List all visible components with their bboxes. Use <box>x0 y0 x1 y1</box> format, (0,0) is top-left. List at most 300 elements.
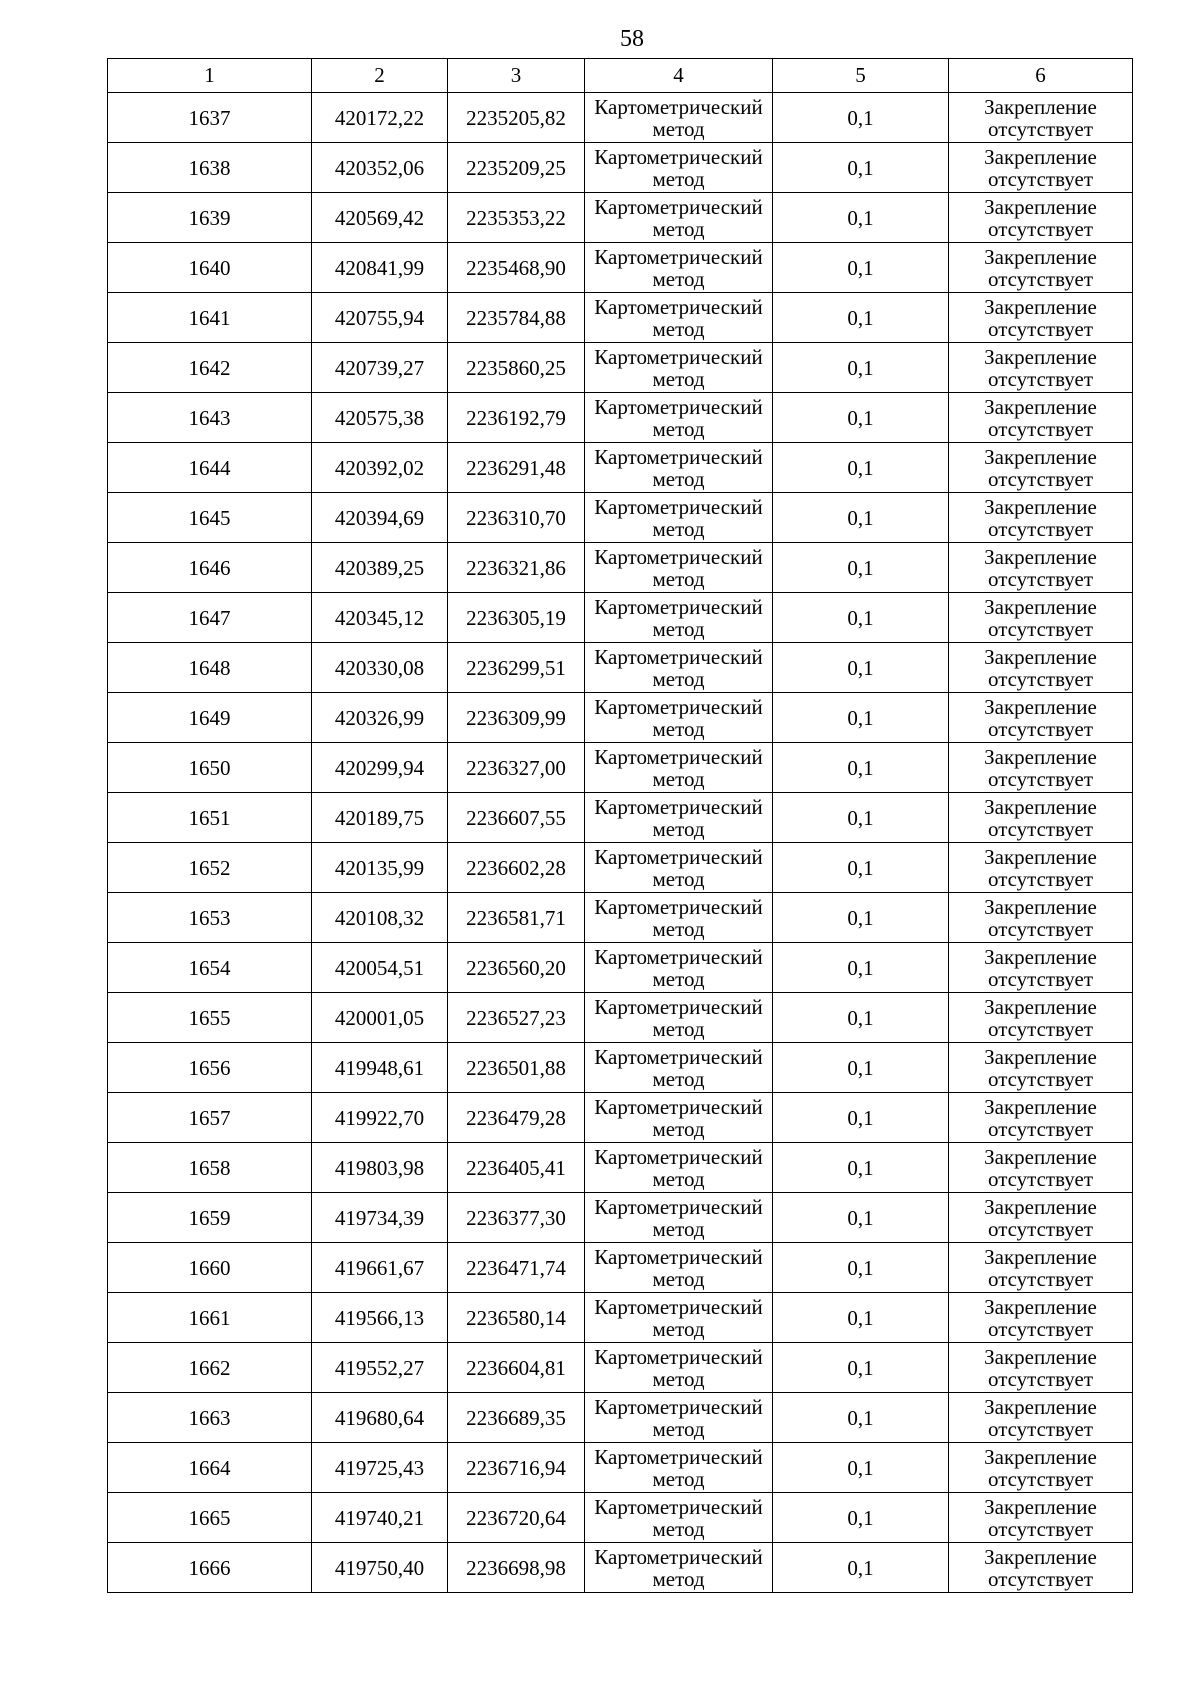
point-number-cell: 1642 <box>108 343 312 393</box>
accuracy-cell: 0,1 <box>773 593 949 643</box>
method-line-2: метод <box>652 466 705 491</box>
method-cell <box>585 793 773 843</box>
method-line-2: метод <box>652 716 705 741</box>
accuracy-cell: 0,1 <box>773 193 949 243</box>
accuracy-cell: 0,1 <box>773 993 949 1043</box>
fixation-line-1: Закрепление <box>984 1394 1097 1419</box>
y-coordinate-cell: 2236479,28 <box>448 1093 585 1143</box>
table-row <box>108 193 1133 243</box>
method-cell <box>585 593 773 643</box>
accuracy-cell: 0,1 <box>773 1543 949 1593</box>
fixation-cell <box>949 1343 1133 1393</box>
table-row <box>108 1293 1133 1343</box>
fixation-line-2: отсутствует <box>987 466 1094 491</box>
fixation-cell <box>949 1193 1133 1243</box>
fixation-line-2: отсутствует <box>987 1066 1094 1091</box>
x-coordinate-cell: 420352,06 <box>312 143 448 193</box>
fixation-line-2: отсутствует <box>987 716 1094 741</box>
y-coordinate-cell: 2236716,94 <box>448 1443 585 1493</box>
point-number-cell: 1662 <box>108 1343 312 1393</box>
table-row <box>108 993 1133 1043</box>
method-line-1: Картометрический <box>594 1094 763 1119</box>
point-number-cell: 1652 <box>108 843 312 893</box>
fixation-line-2: отсутствует <box>987 516 1094 541</box>
method-line-2: метод <box>652 1566 705 1591</box>
fixation-line-1: Закрепление <box>984 744 1097 769</box>
accuracy-cell: 0,1 <box>773 1393 949 1443</box>
fixation-line-1: Закрепление <box>984 344 1097 369</box>
method-line-2: метод <box>652 1266 705 1291</box>
method-line-1: Картометрический <box>594 894 763 919</box>
fixation-line-2: отсутствует <box>987 1316 1094 1341</box>
point-number-cell: 1640 <box>108 243 312 293</box>
method-line-1: Картометрический <box>594 1494 763 1519</box>
method-cell <box>585 843 773 893</box>
point-number-cell: 1637 <box>108 93 312 143</box>
method-line-2: метод <box>652 316 705 341</box>
method-line-1: Картометрический <box>594 244 763 269</box>
fixation-cell <box>949 793 1133 843</box>
x-coordinate-cell: 419661,67 <box>312 1243 448 1293</box>
point-number-cell: 1649 <box>108 693 312 743</box>
fixation-line-1: Закрепление <box>984 144 1097 169</box>
y-coordinate-cell: 2236309,99 <box>448 693 585 743</box>
fixation-line-1: Закрепление <box>984 444 1097 469</box>
fixation-cell <box>949 193 1133 243</box>
fixation-cell <box>949 143 1133 193</box>
method-cell <box>585 1543 773 1593</box>
table-body <box>108 93 1133 1593</box>
method-line-2: метод <box>652 1166 705 1191</box>
table-row <box>108 793 1133 843</box>
point-number-cell: 1659 <box>108 1193 312 1243</box>
fixation-cell <box>949 943 1133 993</box>
fixation-line-1: Закрепление <box>984 1344 1097 1369</box>
fixation-line-2: отсутствует <box>987 1116 1094 1141</box>
y-coordinate-cell: 2236607,55 <box>448 793 585 843</box>
fixation-line-2: отсутствует <box>987 666 1094 691</box>
method-cell <box>585 1443 773 1493</box>
accuracy-cell: 0,1 <box>773 293 949 343</box>
method-line-1: Картометрический <box>594 1194 763 1219</box>
table-row <box>108 393 1133 443</box>
method-cell <box>585 1343 773 1393</box>
table-row <box>108 1043 1133 1093</box>
y-coordinate-cell: 2236560,20 <box>448 943 585 993</box>
table-row <box>108 943 1133 993</box>
x-coordinate-cell: 420001,05 <box>312 993 448 1043</box>
fixation-line-2: отсутствует <box>987 1216 1094 1241</box>
point-number-cell: 1641 <box>108 293 312 343</box>
y-coordinate-cell: 2236405,41 <box>448 1143 585 1193</box>
table-row <box>108 893 1133 943</box>
point-number-cell: 1643 <box>108 393 312 443</box>
accuracy-cell: 0,1 <box>773 1493 949 1543</box>
fixation-line-2: отсутствует <box>987 366 1094 391</box>
y-coordinate-cell: 2235205,82 <box>448 93 585 143</box>
fixation-line-1: Закрепление <box>984 94 1097 119</box>
accuracy-cell: 0,1 <box>773 1043 949 1093</box>
method-cell <box>585 143 773 193</box>
x-coordinate-cell: 419552,27 <box>312 1343 448 1393</box>
fixation-line-1: Закрепление <box>984 894 1097 919</box>
point-number-cell: 1663 <box>108 1393 312 1443</box>
fixation-line-2: отсутствует <box>987 416 1094 441</box>
fixation-line-1: Закрепление <box>984 994 1097 1019</box>
x-coordinate-cell: 419734,39 <box>312 1193 448 1243</box>
method-cell <box>585 1193 773 1243</box>
method-line-2: метод <box>652 1216 705 1241</box>
fixation-cell <box>949 393 1133 443</box>
x-coordinate-cell: 420326,99 <box>312 693 448 743</box>
method-line-2: метод <box>652 1416 705 1441</box>
y-coordinate-cell: 2235860,25 <box>448 343 585 393</box>
accuracy-cell: 0,1 <box>773 543 949 593</box>
table-row <box>108 743 1133 793</box>
fixation-line-1: Закрепление <box>984 1544 1097 1569</box>
accuracy-cell: 0,1 <box>773 1343 949 1393</box>
fixation-cell <box>949 1443 1133 1493</box>
y-coordinate-cell: 2236471,74 <box>448 1243 585 1293</box>
y-coordinate-cell: 2235468,90 <box>448 243 585 293</box>
method-line-2: метод <box>652 1016 705 1041</box>
x-coordinate-cell: 420189,75 <box>312 793 448 843</box>
fixation-cell <box>949 893 1133 943</box>
method-line-2: метод <box>652 166 705 191</box>
method-cell <box>585 543 773 593</box>
x-coordinate-cell: 420392,02 <box>312 443 448 493</box>
fixation-line-2: отсутствует <box>987 166 1094 191</box>
fixation-line-2: отсутствует <box>987 1266 1094 1291</box>
fixation-line-2: отсутствует <box>987 966 1094 991</box>
y-coordinate-cell: 2236604,81 <box>448 1343 585 1393</box>
method-line-2: метод <box>652 566 705 591</box>
fixation-line-1: Закрепление <box>984 644 1097 669</box>
y-coordinate-cell: 2236321,86 <box>448 543 585 593</box>
x-coordinate-cell: 420135,99 <box>312 843 448 893</box>
accuracy-cell: 0,1 <box>773 693 949 743</box>
table-row <box>108 1393 1133 1443</box>
method-line-2: метод <box>652 866 705 891</box>
table-header-row <box>108 59 1133 93</box>
method-line-2: метод <box>652 1466 705 1491</box>
method-line-1: Картометрический <box>594 144 763 169</box>
table-row <box>108 643 1133 693</box>
method-line-1: Картометрический <box>594 1444 763 1469</box>
header-cell: 3 <box>448 59 585 93</box>
accuracy-cell: 0,1 <box>773 493 949 543</box>
method-line-1: Картометрический <box>594 1044 763 1069</box>
method-cell <box>585 1243 773 1293</box>
table-row <box>108 143 1133 193</box>
fixation-line-1: Закрепление <box>984 794 1097 819</box>
method-line-1: Картометрический <box>594 1344 763 1369</box>
method-line-2: метод <box>652 116 705 141</box>
accuracy-cell: 0,1 <box>773 1093 949 1143</box>
method-line-2: метод <box>652 766 705 791</box>
y-coordinate-cell: 2236720,64 <box>448 1493 585 1543</box>
point-number-cell: 1638 <box>108 143 312 193</box>
fixation-cell <box>949 1543 1133 1593</box>
fixation-line-2: отсутствует <box>987 816 1094 841</box>
table-row <box>108 293 1133 343</box>
accuracy-cell: 0,1 <box>773 843 949 893</box>
fixation-line-2: отсутствует <box>987 616 1094 641</box>
table-row <box>108 593 1133 643</box>
method-cell <box>585 1293 773 1343</box>
fixation-line-2: отсутствует <box>987 566 1094 591</box>
x-coordinate-cell: 420299,94 <box>312 743 448 793</box>
table-row <box>108 1243 1133 1293</box>
fixation-cell <box>949 243 1133 293</box>
method-line-2: метод <box>652 1366 705 1391</box>
accuracy-cell: 0,1 <box>773 793 949 843</box>
y-coordinate-cell: 2236310,70 <box>448 493 585 543</box>
method-line-1: Картометрический <box>594 1294 763 1319</box>
method-line-1: Картометрический <box>594 394 763 419</box>
method-line-2: метод <box>652 1316 705 1341</box>
fixation-cell <box>949 643 1133 693</box>
y-coordinate-cell: 2236305,19 <box>448 593 585 643</box>
method-line-2: метод <box>652 916 705 941</box>
method-line-1: Картометрический <box>594 94 763 119</box>
method-cell <box>585 1493 773 1543</box>
x-coordinate-cell: 419566,13 <box>312 1293 448 1343</box>
method-line-1: Картометрический <box>594 294 763 319</box>
fixation-cell <box>949 1143 1133 1193</box>
point-number-cell: 1653 <box>108 893 312 943</box>
point-number-cell: 1655 <box>108 993 312 1043</box>
method-cell <box>585 693 773 743</box>
accuracy-cell: 0,1 <box>773 1293 949 1343</box>
x-coordinate-cell: 420394,69 <box>312 493 448 543</box>
x-coordinate-cell: 419740,21 <box>312 1493 448 1543</box>
fixation-line-1: Закрепление <box>984 594 1097 619</box>
y-coordinate-cell: 2236689,35 <box>448 1393 585 1443</box>
fixation-line-1: Закрепление <box>984 1294 1097 1319</box>
method-line-2: метод <box>652 666 705 691</box>
method-line-2: метод <box>652 966 705 991</box>
method-cell <box>585 643 773 693</box>
y-coordinate-cell: 2236698,98 <box>448 1543 585 1593</box>
fixation-cell <box>949 693 1133 743</box>
fixation-line-1: Закрепление <box>984 844 1097 869</box>
x-coordinate-cell: 420569,42 <box>312 193 448 243</box>
accuracy-cell: 0,1 <box>773 243 949 293</box>
x-coordinate-cell: 419725,43 <box>312 1443 448 1493</box>
fixation-cell <box>949 1093 1133 1143</box>
point-number-cell: 1657 <box>108 1093 312 1143</box>
fixation-cell <box>949 1043 1133 1093</box>
method-line-1: Картометрический <box>594 994 763 1019</box>
fixation-line-2: отсутствует <box>987 1016 1094 1041</box>
accuracy-cell: 0,1 <box>773 1193 949 1243</box>
table-row <box>108 1193 1133 1243</box>
header-cell: 4 <box>585 59 773 93</box>
table-row <box>108 93 1133 143</box>
table-row <box>108 1493 1133 1543</box>
fixation-cell <box>949 343 1133 393</box>
table-row <box>108 343 1133 393</box>
x-coordinate-cell: 420841,99 <box>312 243 448 293</box>
method-cell <box>585 993 773 1043</box>
fixation-line-1: Закрепление <box>984 1094 1097 1119</box>
point-number-cell: 1651 <box>108 793 312 843</box>
point-number-cell: 1664 <box>108 1443 312 1493</box>
coordinates-table <box>107 58 1133 1593</box>
method-line-1: Картометрический <box>594 344 763 369</box>
fixation-line-2: отсутствует <box>987 766 1094 791</box>
method-cell <box>585 193 773 243</box>
method-cell <box>585 393 773 443</box>
x-coordinate-cell: 420389,25 <box>312 543 448 593</box>
method-line-2: метод <box>652 516 705 541</box>
header-cell: 6 <box>949 59 1133 93</box>
accuracy-cell: 0,1 <box>773 643 949 693</box>
fixation-line-2: отсутствует <box>987 266 1094 291</box>
y-coordinate-cell: 2236377,30 <box>448 1193 585 1243</box>
header-cell: 2 <box>312 59 448 93</box>
fixation-cell <box>949 493 1133 543</box>
fixation-line-1: Закрепление <box>984 494 1097 519</box>
accuracy-cell: 0,1 <box>773 743 949 793</box>
method-cell <box>585 293 773 343</box>
point-number-cell: 1645 <box>108 493 312 543</box>
table-row <box>108 1443 1133 1493</box>
method-line-2: метод <box>652 1066 705 1091</box>
fixation-line-1: Закрепление <box>984 1444 1097 1469</box>
header-cell: 1 <box>108 59 312 93</box>
table-row <box>108 243 1133 293</box>
fixation-cell <box>949 1493 1133 1543</box>
method-line-1: Картометрический <box>594 744 763 769</box>
x-coordinate-cell: 420330,08 <box>312 643 448 693</box>
point-number-cell: 1647 <box>108 593 312 643</box>
accuracy-cell: 0,1 <box>773 443 949 493</box>
method-line-2: метод <box>652 816 705 841</box>
method-line-2: метод <box>652 616 705 641</box>
accuracy-cell: 0,1 <box>773 343 949 393</box>
x-coordinate-cell: 420108,32 <box>312 893 448 943</box>
x-coordinate-cell: 419750,40 <box>312 1543 448 1593</box>
table-row <box>108 1543 1133 1593</box>
point-number-cell: 1660 <box>108 1243 312 1293</box>
method-line-1: Картометрический <box>594 944 763 969</box>
y-coordinate-cell: 2236327,00 <box>448 743 585 793</box>
x-coordinate-cell: 420345,12 <box>312 593 448 643</box>
method-cell <box>585 1043 773 1093</box>
point-number-cell: 1650 <box>108 743 312 793</box>
fixation-cell <box>949 1293 1133 1343</box>
table-row <box>108 843 1133 893</box>
method-cell <box>585 1143 773 1193</box>
fixation-line-2: отсутствует <box>987 1166 1094 1191</box>
header-cell: 5 <box>773 59 949 93</box>
method-line-1: Картометрический <box>594 644 763 669</box>
fixation-cell <box>949 843 1133 893</box>
fixation-line-2: отсутствует <box>987 116 1094 141</box>
table-row <box>108 1343 1133 1393</box>
method-line-1: Картометрический <box>594 594 763 619</box>
point-number-cell: 1654 <box>108 943 312 993</box>
fixation-cell <box>949 1393 1133 1443</box>
point-number-cell: 1644 <box>108 443 312 493</box>
point-number-cell: 1656 <box>108 1043 312 1093</box>
fixation-line-1: Закрепление <box>984 194 1097 219</box>
y-coordinate-cell: 2235353,22 <box>448 193 585 243</box>
table-row <box>108 1143 1133 1193</box>
method-line-2: метод <box>652 1516 705 1541</box>
x-coordinate-cell: 420575,38 <box>312 393 448 443</box>
fixation-line-2: отсутствует <box>987 316 1094 341</box>
x-coordinate-cell: 420755,94 <box>312 293 448 343</box>
method-line-1: Картометрический <box>594 794 763 819</box>
method-line-1: Картометрический <box>594 1394 763 1419</box>
fixation-line-2: отсутствует <box>987 916 1094 941</box>
fixation-line-1: Закрепление <box>984 1244 1097 1269</box>
x-coordinate-cell: 419680,64 <box>312 1393 448 1443</box>
fixation-line-1: Закрепление <box>984 1144 1097 1169</box>
y-coordinate-cell: 2236580,14 <box>448 1293 585 1343</box>
table-row <box>108 443 1133 493</box>
fixation-cell <box>949 443 1133 493</box>
method-cell <box>585 243 773 293</box>
method-line-2: метод <box>652 216 705 241</box>
x-coordinate-cell: 419922,70 <box>312 1093 448 1143</box>
fixation-line-1: Закрепление <box>984 1494 1097 1519</box>
method-line-2: метод <box>652 416 705 441</box>
y-coordinate-cell: 2236192,79 <box>448 393 585 443</box>
method-cell <box>585 1093 773 1143</box>
method-line-2: метод <box>652 1116 705 1141</box>
fixation-cell <box>949 993 1133 1043</box>
point-number-cell: 1666 <box>108 1543 312 1593</box>
method-cell <box>585 1393 773 1443</box>
method-cell <box>585 893 773 943</box>
method-cell <box>585 343 773 393</box>
fixation-cell <box>949 593 1133 643</box>
fixation-line-2: отсутствует <box>987 1366 1094 1391</box>
method-line-1: Картометрический <box>594 1244 763 1269</box>
point-number-cell: 1665 <box>108 1493 312 1543</box>
method-cell <box>585 943 773 993</box>
fixation-line-1: Закрепление <box>984 544 1097 569</box>
fixation-line-2: отсутствует <box>987 1566 1094 1591</box>
table-row <box>108 543 1133 593</box>
fixation-line-1: Закрепление <box>984 1044 1097 1069</box>
y-coordinate-cell: 2236291,48 <box>448 443 585 493</box>
fixation-line-1: Закрепление <box>984 1194 1097 1219</box>
accuracy-cell: 0,1 <box>773 1143 949 1193</box>
method-line-1: Картометрический <box>594 694 763 719</box>
table-row <box>108 493 1133 543</box>
fixation-cell <box>949 93 1133 143</box>
y-coordinate-cell: 2236527,23 <box>448 993 585 1043</box>
point-number-cell: 1661 <box>108 1293 312 1343</box>
method-line-2: метод <box>652 266 705 291</box>
fixation-cell <box>949 1243 1133 1293</box>
accuracy-cell: 0,1 <box>773 143 949 193</box>
method-line-1: Картометрический <box>594 494 763 519</box>
point-number-cell: 1646 <box>108 543 312 593</box>
fixation-line-2: отсутствует <box>987 866 1094 891</box>
fixation-line-1: Закрепление <box>984 944 1097 969</box>
fixation-line-1: Закрепление <box>984 694 1097 719</box>
method-line-1: Картометрический <box>594 444 763 469</box>
table-row <box>108 1093 1133 1143</box>
point-number-cell: 1648 <box>108 643 312 693</box>
point-number-cell: 1639 <box>108 193 312 243</box>
